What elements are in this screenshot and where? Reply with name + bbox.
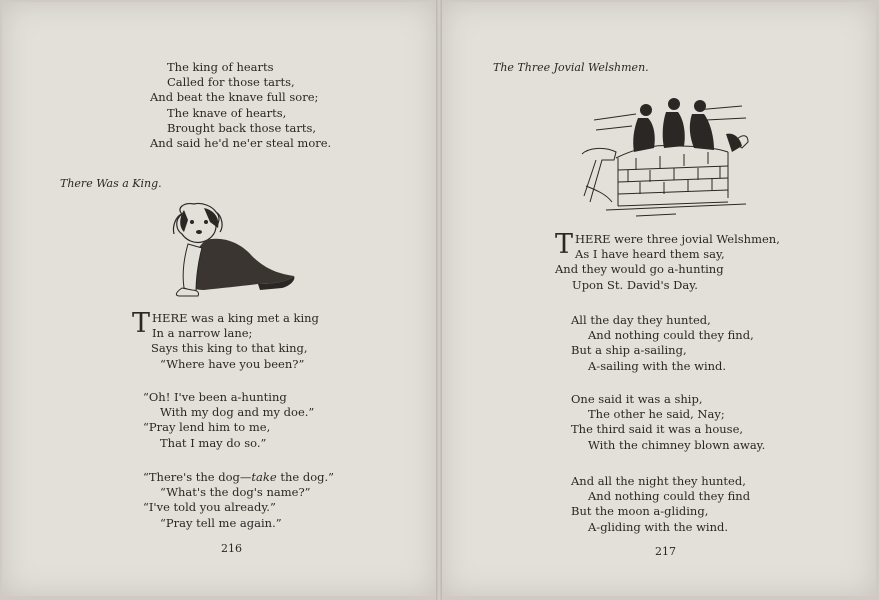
verse-text: “There's the dog— <box>143 470 252 484</box>
page-number: 216 <box>221 542 242 555</box>
drop-cap: T <box>555 229 574 260</box>
stanza-2 <box>143 390 314 451</box>
verse-line: “Oh! I've been a-hunting <box>143 390 287 404</box>
stanza-2 <box>571 313 754 374</box>
stanza-4 <box>571 474 750 535</box>
verse-line: And all the night they hunted, <box>571 474 746 488</box>
verse-line: But a ship a-sailing, <box>571 343 687 358</box>
verse-line: All the day they hunted, <box>571 313 711 327</box>
verse-line: That I may do so.” <box>160 435 267 450</box>
stanza-3 <box>571 392 765 453</box>
verse-line: In a narrow lane; <box>152 326 253 341</box>
emphasis-text: take <box>251 470 277 484</box>
verse-line: But the moon a-gliding, <box>571 504 709 519</box>
verse-line: The king of hearts <box>167 60 274 74</box>
verse-line: And beat the knave full sore; <box>150 90 319 105</box>
verse-line: HERE were three jovial Welshmen, <box>575 232 780 246</box>
drop-cap: T <box>132 308 151 339</box>
verse-line: “What's the dog's name?” <box>160 485 311 500</box>
verse-line: A-gliding with the wind. <box>588 519 729 534</box>
left-page <box>2 2 436 596</box>
opening-verse <box>150 60 331 151</box>
verse-line: The third said it was a house, <box>571 422 744 437</box>
verse-line: As I have heard them say, <box>575 247 725 262</box>
verse-line: And nothing could they find <box>588 489 751 504</box>
verse-line: Brought back those tarts, <box>167 120 317 135</box>
verse-text: the dog.” <box>276 470 335 484</box>
verse-line: “Pray tell me again.” <box>160 515 282 530</box>
verse-line: Says this king to that king, <box>151 341 308 356</box>
page-number: 217 <box>655 545 676 558</box>
poem-title: The Three Jovial Welshmen. <box>493 61 649 74</box>
verse-line: HERE was a king met a king <box>152 311 319 325</box>
stanza-1 <box>555 229 780 293</box>
dog-illustration <box>162 200 298 306</box>
verse-line: With the chimney blown away. <box>588 437 766 452</box>
verse-line: “Pray lend him to me, <box>143 420 271 435</box>
poem-title: There Was a King. <box>60 177 162 190</box>
verse-line: And nothing could they find, <box>588 328 754 343</box>
verse-line: With my dog and my doe.” <box>160 405 315 420</box>
welshmen-on-wall-illustration <box>576 90 752 224</box>
verse-line: And they would go a-hunting <box>555 262 724 277</box>
verse-line: Upon St. David's Day. <box>572 277 698 292</box>
verse-line: The other he said, Nay; <box>588 407 725 422</box>
verse-line: A-sailing with the wind. <box>588 358 727 373</box>
verse-line: One said it was a ship, <box>571 392 703 406</box>
stanza-3 <box>143 470 334 531</box>
stanza-1 <box>132 308 319 372</box>
verse-line: And said he'd ne'er steal more. <box>150 136 332 151</box>
verse-line: The knave of hearts, <box>167 105 287 120</box>
verse-line: Called for those tarts, <box>167 75 295 90</box>
verse-line: “I've told you already.” <box>143 500 276 515</box>
verse-line: “Where have you been?” <box>160 356 305 371</box>
right-page <box>442 2 876 596</box>
